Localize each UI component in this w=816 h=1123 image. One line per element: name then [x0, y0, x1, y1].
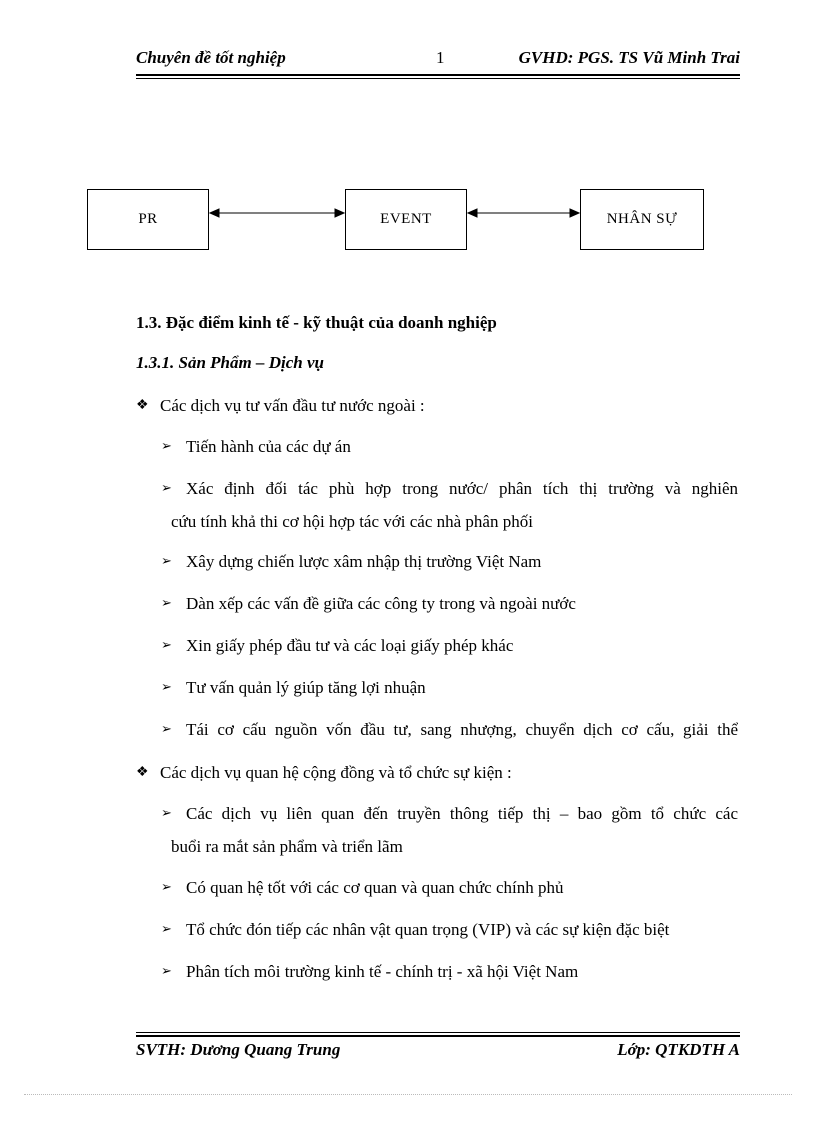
arrowhead-bullet-icon: ➢ [161, 721, 172, 736]
arrowhead-bullet-icon: ➢ [161, 553, 172, 568]
list-item: Xây dựng chiến lược xâm nhập thị trường Việt Nam [186, 552, 542, 571]
list-item: Tiến hành của các dự án [186, 437, 351, 456]
diagram-box-pr-label: PR [138, 211, 158, 227]
list-item: Xin giấy phép đầu tư và các loại giấy phép khác [186, 636, 514, 655]
arrow-right-nhansu [570, 209, 579, 217]
list-item: Dàn xếp các vấn đề giữa các công ty trong và ngoài nước [186, 594, 576, 613]
arrowhead-bullet-icon: ➢ [161, 480, 172, 495]
list-item: Các dịch vụ liên quan đến truyền thông tiếp thị – bao gồm tổ chức các [186, 804, 738, 823]
diamond-bullet-icon: ❖ [136, 398, 149, 413]
diagram-connectors [0, 0, 816, 300]
group2-title: Các dịch vụ quan hệ cộng đồng và tổ chức sự kiện : [160, 763, 512, 782]
arrowhead-bullet-icon: ➢ [161, 679, 172, 694]
arrow-left-pr [210, 209, 219, 217]
footer-class: Lớp: QTKDTH A [617, 1040, 740, 1059]
list-item: Có quan hệ tốt với các cơ quan và quan chức chính phủ [186, 878, 564, 897]
arrowhead-bullet-icon: ➢ [161, 595, 172, 610]
list-item: Phân tích môi trường kinh tế - chính trị - xã hội Việt Nam [186, 962, 579, 981]
header-advisor: GVHD: PGS. TS Vũ Minh Trai [518, 48, 740, 67]
arrowhead-bullet-icon: ➢ [161, 879, 172, 894]
list-item-continuation: buổi ra mắt sản phẩm và triển lãm [171, 837, 403, 856]
list-item: Tái cơ cấu nguồn vốn đầu tư, sang nhượng, chuyển dịch cơ cấu, giải thể [186, 720, 738, 739]
section-subheading: 1.3.1. Sản Phẩm – Dịch vụ [136, 353, 324, 372]
arrow-left-event [468, 209, 477, 217]
group1-title: Các dịch vụ tư vấn đầu tư nước ngoài : [160, 396, 425, 415]
diagram-box-event-label: EVENT [380, 211, 432, 227]
arrow-right-event [335, 209, 344, 217]
section-heading: 1.3. Đặc điểm kinh tế - kỹ thuật của doanh nghiệp [136, 313, 497, 332]
page-number: 1 [436, 48, 445, 67]
footer-student: SVTH: Dương Quang Trung [136, 1040, 341, 1059]
diagram-box-nhansu-label: NHÂN SỰ [606, 211, 678, 227]
footer-rule-thick [136, 1035, 740, 1037]
list-item: Tổ chức đón tiếp các nhân vật quan trọng (VIP) và các sự kiện đặc biệt [186, 920, 670, 939]
arrowhead-bullet-icon: ➢ [161, 637, 172, 652]
arrowhead-bullet-icon: ➢ [161, 438, 172, 453]
list-item: Tư vấn quản lý giúp tăng lợi nhuận [186, 678, 426, 697]
page-bottom-divider [24, 1094, 792, 1095]
page-footer [136, 1040, 740, 1064]
arrowhead-bullet-icon: ➢ [161, 805, 172, 820]
footer-rule-thin [136, 1032, 740, 1033]
list-item-continuation: cứu tính khả thi cơ hội hợp tác với các nhà phân phối [171, 512, 533, 531]
arrowhead-bullet-icon: ➢ [161, 963, 172, 978]
diamond-bullet-icon: ❖ [136, 765, 149, 780]
arrowhead-bullet-icon: ➢ [161, 921, 172, 936]
list-item: Xác định đối tác phù hợp trong nước/ phân tích thị trường và nghiên [186, 479, 738, 498]
header-title: Chuyên đề tốt nghiệp [136, 48, 286, 67]
